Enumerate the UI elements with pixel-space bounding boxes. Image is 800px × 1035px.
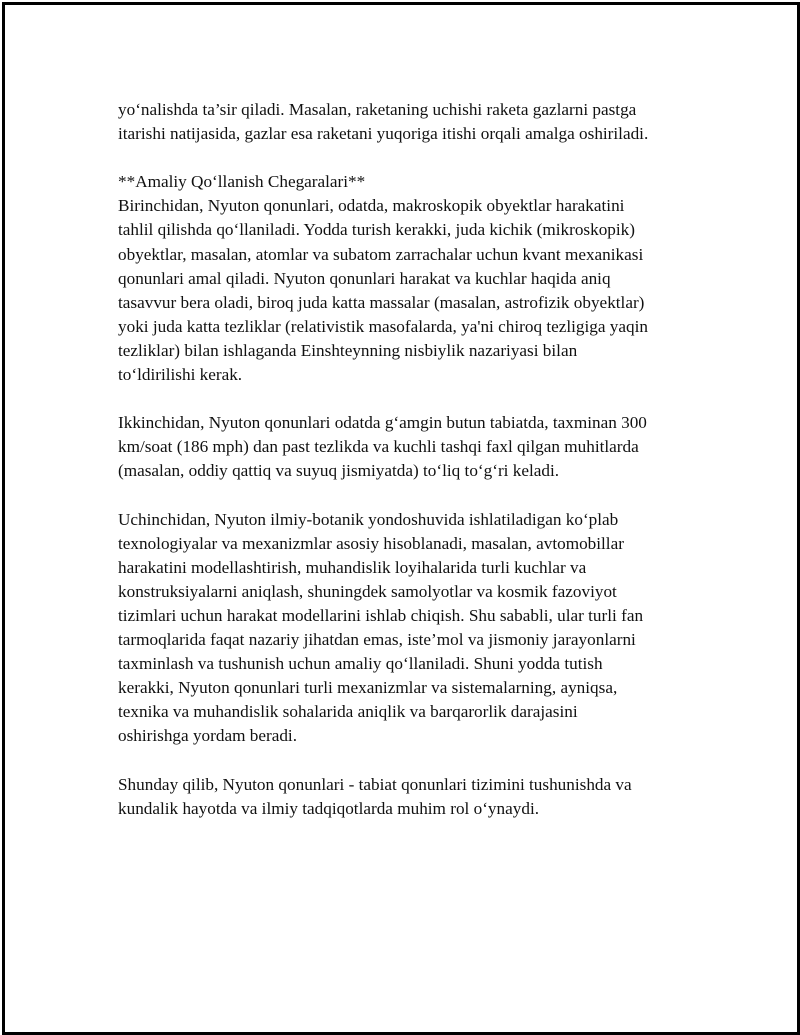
- text-line: texnologiyalar va mexanizmlar asosiy hisoblanadi, masalan, avtomobillar: [118, 533, 624, 553]
- paragraph: [118, 98, 708, 146]
- paragraph: [118, 170, 708, 387]
- text-line: tarmoqlarida faqat nazariy jihatdan emas, iste’mol va jismoniy jarayonlarni: [118, 630, 636, 650]
- text-line: kerakki, Nyuton qonunlari turli mexanizmlar va sistemalarning, ayniqsa,: [118, 678, 618, 698]
- text-line: tahlil qilishda qo‘llaniladi. Yodda turish kerakki, juda kichik (mikroskopik): [118, 220, 635, 240]
- text-line: Uchinchidan, Nyuton ilmiy-botanik yondoshuvida ishlatiladigan ko‘plab: [118, 509, 619, 529]
- page-frame: [2, 2, 800, 1035]
- paragraph: [118, 508, 708, 749]
- text-line: qonunlari amal qiladi. Nyuton qonunlari harakat va kuchlar haqida aniq: [118, 268, 611, 288]
- text-line: yoki juda katta tezliklar (relativistik masofalarda, ya'ni chiroq tezligiga yaqin: [118, 316, 648, 336]
- text-line: tezliklar) bilan ishlaganda Einshteynning nisbiylik nazariyasi bilan: [118, 340, 578, 360]
- text-line: tizimlari uchun harakat modellarini ishlab chiqish. Shu sababli, ular turli fan: [118, 605, 644, 625]
- text-line: km/soat (186 mph) dan past tezlikda va kuchli tashqi faxl qilgan muhitlarda: [118, 437, 639, 457]
- text-line: harakatini modellashtirish, muhandislik loyihalarida turli kuchlar va: [118, 557, 587, 577]
- text-line: konstruksiyalarni aniqlash, shuningdek samolyotlar va kosmik fazoviyot: [118, 581, 617, 601]
- text-line: taxminlash va tushunish uchun amaliy qo‘llaniladi. Shuni yodda tutish: [118, 654, 603, 674]
- document-body: [118, 98, 708, 845]
- text-line: Ikkinchidan, Nyuton qonunlari odatda g‘amgin butun tabiatda, taxminan 300: [118, 413, 647, 433]
- text-line: **Amaliy Qo‘llanish Chegaralari**: [118, 172, 366, 192]
- text-line: kundalik hayotda va ilmiy tadqiqotlarda muhim rol o‘ynaydi.: [118, 798, 540, 818]
- text-line: oshirishga yordam beradi.: [118, 726, 297, 746]
- text-line: to‘ldirilishi kerak.: [118, 365, 243, 385]
- text-line: itarishi natijasida, gazlar esa raketani yuqoriga itishi orqali amalga oshiriladi.: [118, 124, 649, 144]
- text-line: Birinchidan, Nyuton qonunlari, odatda, makroskopik obyektlar harakatini: [118, 196, 625, 216]
- text-line: yo‘nalishda ta’sir qiladi. Masalan, raketaning uchishi raketa gazlarni pastga: [118, 100, 637, 119]
- text-line: Shunday qilib, Nyuton qonunlari - tabiat qonunlari tizimini tushunishda va: [118, 774, 632, 794]
- paragraph: [118, 773, 708, 821]
- text-line: tasavvur bera oladi, biroq juda katta massalar (masalan, astrofizik obyektlar): [118, 292, 645, 312]
- paragraph: [118, 411, 708, 483]
- text-line: texnika va muhandislik sohalarida aniqlik va barqarorlik darajasini: [118, 702, 578, 722]
- text-line: (masalan, oddiy qattiq va suyuq jismiyatda) to‘liq to‘g‘ri keladi.: [118, 461, 560, 481]
- text-line: obyektlar, masalan, atomlar va subatom zarrachalar uchun kvant mexanikasi: [118, 244, 644, 264]
